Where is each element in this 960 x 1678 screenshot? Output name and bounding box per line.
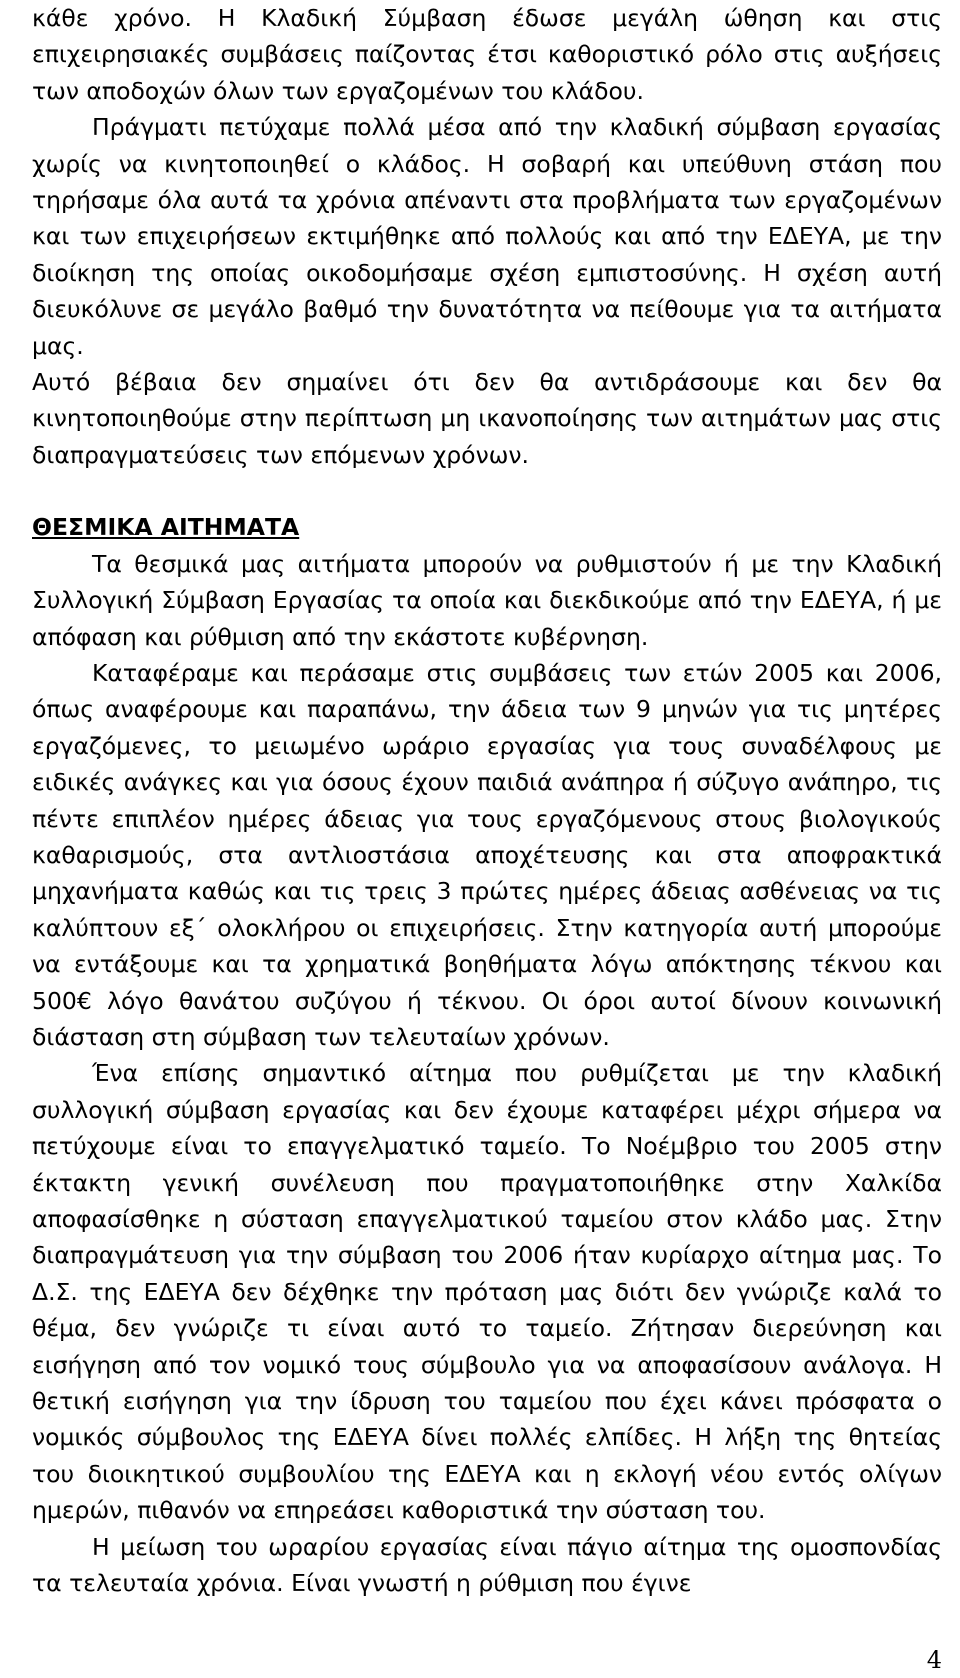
paragraph-section-1: Τα θεσμικά μας αιτήματα μπορούν να ρυθμιστούν ή με την Κλαδική Συλλογική Σύμβαση Εργασίας τα οποία και διεκδικούμε από την ΕΔΕΥΑ, ή με απόφαση και ρύθμιση από την εκάστοτε κυβέρνηση. bbox=[32, 549, 942, 651]
paragraph-section-2: Καταφέραμε και περάσαμε στις συμβάσεις των ετών 2005 και 2006, όπως αναφέρουμε και παραπάνω, την άδεια των 9 μηνών για τις μητέρες εργαζόμενες, το μειωμένο ωράριο εργασίας για τους συναδέλφους με ειδικές ανάγκες και για όσους έχουν παιδιά ανάπηρα ή σύζυγο ανάπηρο, τις πέντε επιπλέον ημέρες άδειας για τους εργαζόμενους στους βιολογικούς καθαρισμούς, στα αντλιοστάσια αποχέτευσης και στα αποφρακτικά μηχανήματα καθώς και τις τρεις 3 πρώτες ημέρες άδειας ασθένειας να τις καλύπτουν εξ΄ ολοκλήρου οι επιχειρήσεις. Στην κατηγορία αυτή μπορούμε να εντάξουμε και τα χρηματικά βοηθήματα λόγω απόκτησης τέκνου και 500€ λόγο θανάτου συζύγου ή τέκνου. Οι όροι αυτοί δίνουν κοινωνική διάσταση στη σύμβαση των τελευταίων χρόνων. bbox=[32, 658, 942, 1051]
paragraph-intro-1: κάθε χρόνο. Η Κλαδική Σύμβαση έδωσε μεγάλη ώθηση και στις επιχειρησιακές συμβάσεις παίζοντας έτσι καθοριστικό ρόλο στις αυξήσεις των αποδοχών όλων των εργαζομένων του κλάδου. bbox=[32, 4, 942, 105]
section-heading: ΘΕΣΜΙΚΑ ΑΙΤΗΜΑΤΑ bbox=[32, 513, 300, 542]
paragraph-section-3: Ένα επίσης σημαντικό αίτημα που ρυθμίζεται με την κλαδική συλλογική σύμβαση εργασίας και δεν έχουμε καταφέρει μέχρι σήμερα να πετύχουμε είναι το επαγγελματικό ταμείο. Το Νοέμβριο του 2005 στην έκτακτη γενική συνέλευση που πραγματοποιήθηκε στην Χαλκίδα αποφασίσθηκε η σύσταση επαγγελματικού ταμείου στον κλάδο μας. Στην διαπραγμάτευση για την σύμβαση του 2006 ήταν κυρίαρχο αίτημα μας. Το Δ.Σ. της ΕΔΕΥΑ δεν δέχθηκε την πρόταση μας διότι δεν γνώριζε καλά το θέμα, δεν γνώριζε τι είναι αυτό το ταμείο. Ζήτησαν διερεύνηση και εισήγηση από τον νομικό τους σύμβουλο για να αποφασίσουν ανάλογα. Η θετική εισήγηση για την ίδρυση του ταμείου που έχει κάνει πρόσφατα ο νομικός σύμβουλος της ΕΔΕΥΑ δίνει πολλές ελπίδες. Η λήξη της θητείας του διοικητικού συμβουλίου της ΕΔΕΥΑ και η εκλογή νέου εντός ολίγων ημερών, πιθανόν να επηρεάσει καθοριστικά την σύσταση του. bbox=[32, 1059, 942, 1525]
paragraph-intro-3: Αυτό βέβαια δεν σημαίνει ότι δεν θα αντιδράσουμε και δεν θα κινητοποιηθούμε στην περίπτωση μη ικανοποίησης των αιτημάτων μας στις διαπραγματεύσεις των επόμενων χρόνων. bbox=[32, 368, 942, 469]
paragraph-section-4: Η μείωση του ωραρίου εργασίας είναι πάγιο αίτημα της ομοσπονδίας τα τελευταία χρόνια. Είναι γνωστή η ρύθμιση που έγινε bbox=[32, 1532, 942, 1598]
page-number: 4 bbox=[926, 1646, 942, 1674]
document-page bbox=[32, 0, 942, 1601]
paragraph-intro-2: Πράγματι πετύχαμε πολλά μέσα από την κλαδική σύμβαση εργασίας χωρίς να κινητοποιηθεί ο κλάδος. Η σοβαρή και υπεύθυνη στάση που τηρήσαμε όλα αυτά τα χρόνια απέναντι στα προβλήματα των εργαζομένων και των επιχειρήσεων εκτιμήθηκε από πολλούς και από την ΕΔΕΥΑ, με την διοίκηση της οποίας οικοδομήσαμε σχέση εμπιστοσύνης. Η σχέση αυτή διευκόλυνε σε μεγάλο βαθμό την δυνατότητα να πείθουμε για τα αιτήματα μας. bbox=[32, 113, 942, 360]
